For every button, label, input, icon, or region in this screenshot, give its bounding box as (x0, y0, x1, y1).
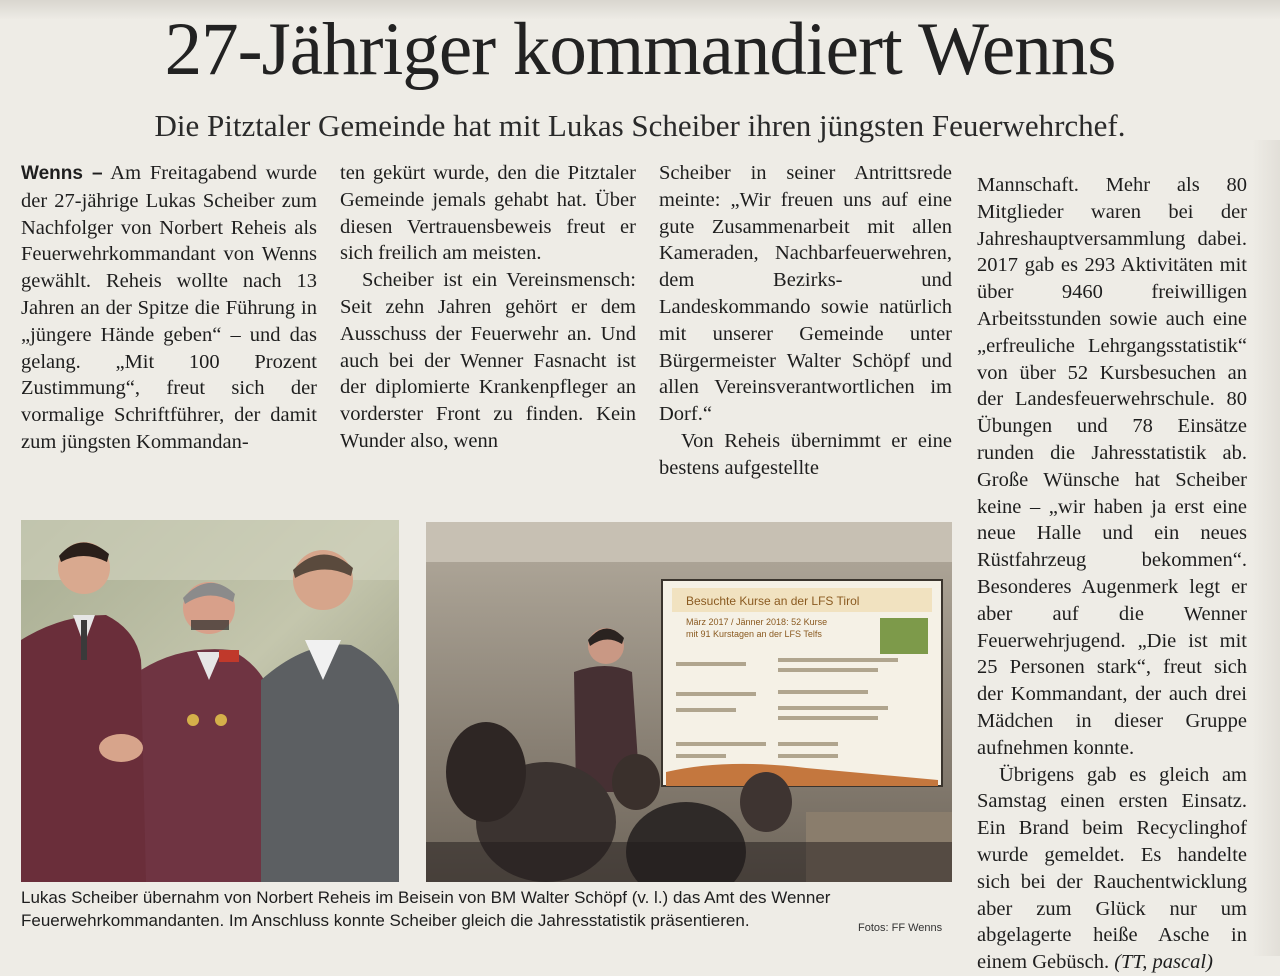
headline: 27-Jähriger kommandiert Wenns (164, 8, 1116, 91)
article-paragraph: Mannschaft. Mehr als 80 Mitglieder waren bei der Jahreshauptversammlung dabei. 2017 gab es 293 Aktivitäten mit über 9460 freiwilligen Arbeitsstunden sowie auch eine „erfreuliche Lehrgangsstatistik“ von über 52 Kursbesuchen an der Landesfeuerwehrschule. 80 Übungen und 78 Einsätze runden die Jahresstatistik ab. Große Wünsche hat Scheiber keine – „wir haben ja erst eine neue Halle und ein neues Rüstfahrzeug bekommen“. Besonderes Augenmerk legt er aber auf die Wenner Feuerwehrjugend. „Die ist mit 25 Personen stark“, freut sich der Kommandant, der auch drei Mädchen in dieser Gruppe aufnehmen konnte. (977, 174, 1247, 759)
article-paragraph: Scheiber ist ein Vereinsmensch: Seit zehn Jahren gehört er dem Ausschuss der Feuerwehr an. Und auch bei der Wenner Fasnacht ist der diplomierte Krankenpfleger an vorderster Front zu finden. Kein Wunder also, wenn (340, 269, 636, 452)
photo-presentation-image (426, 522, 952, 882)
article-paragraph (977, 762, 1247, 976)
photo-handshake-image (21, 520, 399, 882)
article-paragraph: ten gekürt wurde, den die Pitztaler Gemeinde jemals gehabt hat. Über diesen Vertrauensbeweis freut er sich freilich am meisten. (340, 162, 636, 265)
article-paragraph (21, 160, 317, 456)
page-right-edge (1252, 140, 1280, 956)
slide-subtitle-line-2: mit 91 Kurstagen an der LFS Telfs (686, 629, 822, 639)
article-text: Übrigens gab es gleich am Samstag einen ersten Einsatz. Ein Brand beim Recyclinghof wurde gemeldet. Es handelte sich bei der Rauchentwicklung aber zum Glück nur um abgelagerte heiße Asche in einem Gebüsch. (977, 763, 1247, 974)
dateline: Wenns – (21, 163, 103, 184)
article-column-4 (977, 172, 1247, 976)
photo-presentation (426, 522, 952, 882)
article-paragraph: Scheiber in seiner Antrittsrede meinte: „Wir freuen uns auf eine gute Zusammenarbeit mit allen Kameraden, Nachbarfeuerwehren, dem Bezirks- und Landeskommando sowie natürlich mit unserer Gemeinde unter Bürgermeister Walter Schöpf und allen Vereinsverantwortlichen im Dorf.“ (659, 162, 952, 426)
article-column-2 (340, 160, 636, 455)
article-column-1 (21, 160, 317, 456)
slide-subtitle-line-1: März 2017 / Jänner 2018: 52 Kurse (686, 617, 828, 627)
photo-handshake (21, 520, 399, 882)
article-column-3 (659, 160, 952, 482)
author-credit: (TT, pascal) (1114, 951, 1213, 974)
slide-title: Besuchte Kurse an der LFS Tirol (686, 594, 860, 608)
subheadline: Die Pitztaler Gemeinde hat mit Lukas Scheiber ihren jüngsten Feuerwehrchef. (154, 108, 1126, 143)
photo-caption: Lukas Scheiber übernahm von Norbert Reheis im Beisein von BM Walter Schöpf (v. l.) das Amt des Wenner Feuerwehrkommandanten. Im Anschluss konnte Scheiber gleich die Jahresstatistik präsentieren. (21, 888, 831, 930)
photo-credit: Fotos: FF Wenns (858, 922, 943, 934)
article-text: Am Freitagabend wurde der 27-jährige Lukas Scheiber zum Nachfolger von Norbert Reheis als Feuerwehrkommandant von Wenns gewählt. Reheis wollte nach 13 Jahren an der Spitze die Führung in „jüngere Hände geben“ – und das gelang. „Mit 100 Prozent Zustimmung“, freut sich der vormalige Schriftführer, der damit zum jüngsten Kommandan- (21, 162, 318, 453)
article-paragraph: Von Reheis übernimmt er eine bestens aufgestellte (659, 429, 952, 479)
